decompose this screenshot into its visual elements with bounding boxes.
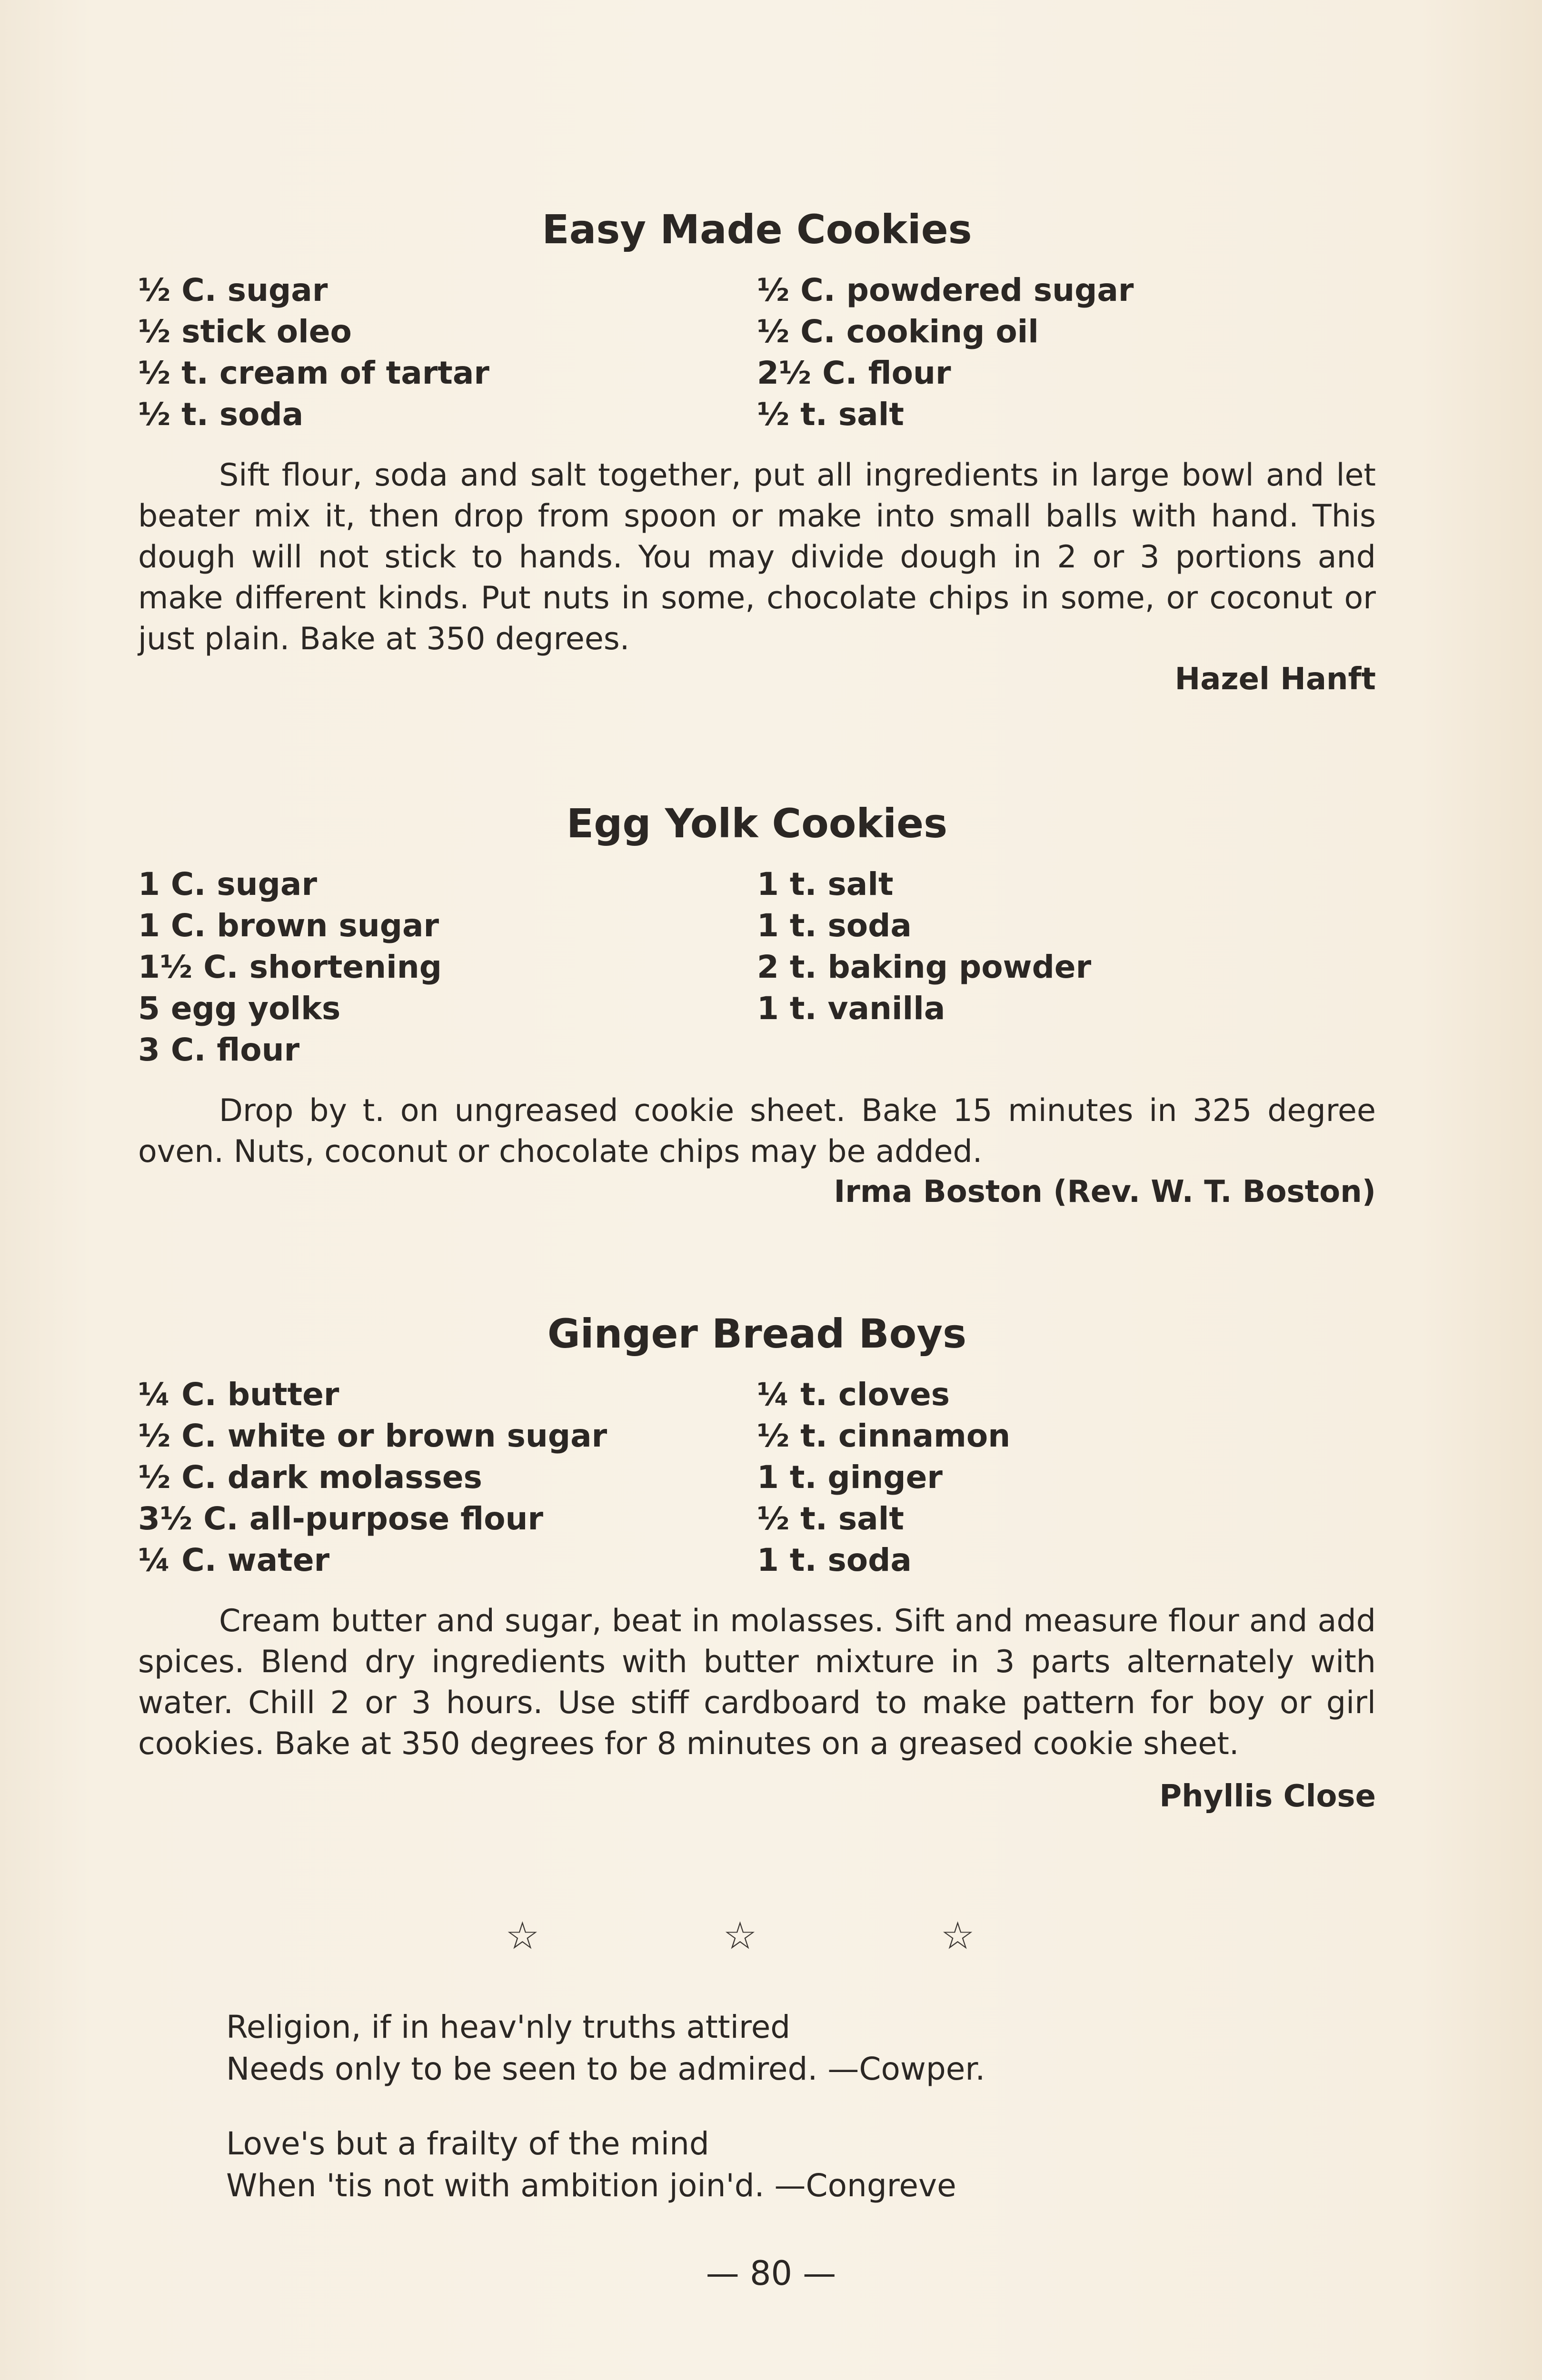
ingredient: 3½ C. all-purpose flour: [138, 1500, 544, 1537]
recipe-instructions: Drop by t. on ungreased cookie sheet. Bake 15 minutes in 325 degree oven. Nuts, coconut or chocolate chips may be added.: [138, 1093, 1376, 1170]
page-number: — 80 —: [706, 2254, 836, 2293]
ingredient: ½ C. sugar: [138, 272, 328, 308]
ingredient-column-right: [757, 1374, 1010, 1581]
ingredient: 1 t. ginger: [757, 1459, 943, 1496]
ingredient: 2½ C. flour: [757, 355, 951, 391]
quote-line: When 'tis not with ambition join'd. —Congreve: [226, 2167, 956, 2204]
ingredient: 3 C. flour: [138, 1031, 300, 1068]
recipe-author: Irma Boston (Rev. W. T. Boston): [834, 1174, 1376, 1210]
ingredient: ½ t. cinnamon: [757, 1418, 1011, 1454]
ingredient: 1 C. sugar: [138, 866, 317, 902]
ingredient-list: [138, 269, 1376, 436]
ingredient: 1 t. salt: [757, 866, 894, 902]
ingredient: ½ stick oleo: [138, 313, 352, 350]
ingredient: ½ t. salt: [757, 396, 904, 433]
ingredient-column-left: [138, 269, 489, 435]
star-divider: [0, 1914, 1542, 1958]
recipe-author: Phyllis Close: [1159, 1779, 1376, 1814]
ingredient: ½ C. cooking oil: [757, 313, 1039, 350]
quote-line: Love's but a frailty of the mind: [226, 2125, 709, 2162]
ingredient: ¼ C. water: [138, 1542, 330, 1578]
quote-line: Religion, if in heav'nly truths attired: [226, 2009, 791, 2045]
ingredient: 1 t. soda: [757, 1542, 912, 1578]
ingredient-column-right: [757, 863, 1091, 1029]
ingredient-list: [138, 1374, 1376, 1582]
ingredient: 1½ C. shortening: [138, 949, 442, 985]
star-icon: ☆: [505, 1914, 602, 1958]
ingredient: ½ t. cream of tartar: [138, 355, 489, 391]
ingredient: ¼ t. cloves: [757, 1376, 950, 1413]
ingredient: ½ C. white or brown sugar: [138, 1418, 607, 1454]
ingredient-column-left: [138, 1374, 607, 1581]
ingredient-column-right: [757, 269, 1134, 435]
recipe-instructions: Cream butter and sugar, beat in molasses. Sift and measure flour and add spices. Blend dry ingredients with butter mixture in 3 parts alternately with water. Chill 2 or 3 hours. Use stiff cardboard to make pattern for boy or girl cookies. Bake at 350 degrees for 8 minutes on a greased cookie sheet.: [138, 1603, 1376, 1762]
quote-congreve: [226, 2123, 956, 2207]
recipe-instructions: Sift flour, soda and salt together, put all ingredients in large bowl and let beater mix it, then drop from spoon or make into small balls with hand. This dough will not stick to hands. You may divide dough in 2 or 3 portions and make different kinds. Put nuts in some, chocolate chips in some, or coconut or just plain. Bake at 350 degrees.: [138, 457, 1376, 657]
recipe-ginger-bread-boys: [138, 1310, 1376, 1814]
ingredient: ½ t. soda: [138, 396, 304, 433]
recipe-egg-yolk-cookies: [138, 800, 1376, 1210]
quote-cowper: [226, 2006, 985, 2090]
recipe-title: Ginger Bread Boys: [547, 1310, 967, 1357]
ingredient: 5 egg yolks: [138, 990, 341, 1027]
ingredient: ½ C. powdered sugar: [757, 272, 1134, 308]
star-icon: ☆: [723, 1914, 819, 1958]
recipe-author: Hazel Hanft: [1174, 662, 1376, 697]
ingredient-list: [138, 863, 1376, 1071]
ingredient: ½ C. dark molasses: [138, 1459, 482, 1496]
ingredient: ¼ C. butter: [138, 1376, 339, 1413]
ingredient: 2 t. baking powder: [757, 949, 1092, 985]
recipe-easy-made-cookies: [138, 206, 1376, 697]
star-icon: ☆: [940, 1914, 1037, 1958]
ingredient: 1 t. soda: [757, 907, 912, 944]
recipe-title: Egg Yolk Cookies: [566, 800, 948, 847]
ingredient-column-left: [138, 863, 442, 1071]
recipe-title: Easy Made Cookies: [542, 206, 972, 253]
ingredient: 1 C. brown sugar: [138, 907, 439, 944]
ingredient: 1 t. vanilla: [757, 990, 945, 1027]
ingredient: ½ t. salt: [757, 1500, 904, 1537]
quote-line: Needs only to be seen to be admired. —Cowper.: [226, 2051, 985, 2087]
